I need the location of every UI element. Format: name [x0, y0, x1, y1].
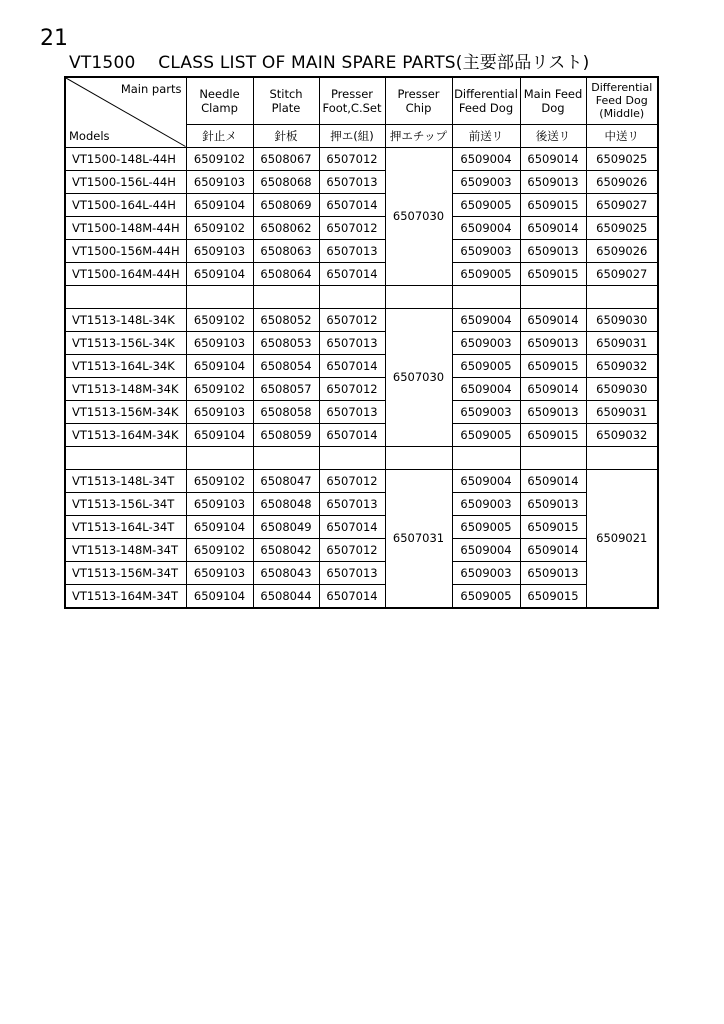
stitch-plate-cell: 6508067: [253, 147, 319, 170]
model-cell: VT1513-156M-34K: [65, 400, 186, 423]
stitch-plate-cell: 6508042: [253, 538, 319, 561]
diff-feed-dog-cell: 6509004: [452, 147, 520, 170]
diff-feed-dog-middle-cell: 6509027: [586, 193, 658, 216]
stitch-plate-cell: 6508048: [253, 492, 319, 515]
diff-feed-dog-cell: 6509003: [452, 170, 520, 193]
main-feed-dog-cell: 6509015: [520, 584, 586, 608]
table-row: [65, 538, 658, 561]
stitch-plate-cell: 6508063: [253, 239, 319, 262]
presser-chip-cell: 6507030: [385, 308, 452, 446]
diff-feed-dog-middle-cell: 6509031: [586, 331, 658, 354]
presser-foot-cell: 6507012: [319, 377, 385, 400]
presser-foot-cell: 6507013: [319, 170, 385, 193]
main-feed-dog-cell: 6509013: [520, 331, 586, 354]
main-feed-dog-cell: 6509013: [520, 239, 586, 262]
stitch-plate-cell: 6508044: [253, 584, 319, 608]
model-cell: VT1500-148L-44H: [65, 147, 186, 170]
presser-foot-cell: 6507014: [319, 515, 385, 538]
model-cell: VT1500-164M-44H: [65, 262, 186, 285]
table-row: [65, 423, 658, 446]
diff-feed-dog-middle-cell: 6509030: [586, 308, 658, 331]
model-cell: VT1513-164M-34T: [65, 584, 186, 608]
diff-feed-dog-middle-cell: 6509026: [586, 239, 658, 262]
needle-clamp-cell: 6509104: [186, 354, 253, 377]
table-row: [65, 216, 658, 239]
stitch-plate-cell: 6508043: [253, 561, 319, 584]
diff-feed-dog-middle-cell: 6509032: [586, 423, 658, 446]
diff-feed-dog-cell: 6509004: [452, 308, 520, 331]
presser-chip-cell: 6507031: [385, 469, 452, 608]
model-cell: VT1513-156M-34T: [65, 561, 186, 584]
diff-feed-dog-middle-cell: 6509021: [586, 469, 658, 608]
model-cell: VT1513-148L-34T: [65, 469, 186, 492]
table-row: [65, 331, 658, 354]
presser-foot-cell: 6507014: [319, 262, 385, 285]
diff-feed-dog-cell: 6509005: [452, 584, 520, 608]
col-presser-chip: Presser Chip: [385, 77, 452, 124]
table-row: [65, 515, 658, 538]
needle-clamp-cell: 6509102: [186, 469, 253, 492]
stitch-plate-cell: 6508052: [253, 308, 319, 331]
model-cell: VT1500-156M-44H: [65, 239, 186, 262]
col-jp-label: 前送リ: [452, 124, 520, 147]
model-cell: VT1513-164L-34T: [65, 515, 186, 538]
main-feed-dog-cell: 6509014: [520, 469, 586, 492]
diff-feed-dog-cell: 6509004: [452, 469, 520, 492]
presser-foot-cell: 6507013: [319, 331, 385, 354]
needle-clamp-cell: 6509102: [186, 216, 253, 239]
main-feed-dog-cell: 6509014: [520, 538, 586, 561]
needle-clamp-cell: 6509103: [186, 561, 253, 584]
needle-clamp-cell: 6509104: [186, 423, 253, 446]
model-cell: VT1500-148M-44H: [65, 216, 186, 239]
diff-feed-dog-cell: 6509005: [452, 262, 520, 285]
presser-foot-cell: 6507014: [319, 354, 385, 377]
needle-clamp-cell: 6509103: [186, 170, 253, 193]
presser-foot-cell: 6507013: [319, 561, 385, 584]
presser-foot-cell: 6507012: [319, 308, 385, 331]
table-row: [65, 492, 658, 515]
table-row: [65, 584, 658, 608]
model-cell: VT1513-156L-34T: [65, 492, 186, 515]
main-feed-dog-cell: 6509013: [520, 170, 586, 193]
diff-feed-dog-cell: 6509003: [452, 561, 520, 584]
stitch-plate-cell: 6508069: [253, 193, 319, 216]
stitch-plate-cell: 6508057: [253, 377, 319, 400]
main-feed-dog-cell: 6509013: [520, 561, 586, 584]
needle-clamp-cell: 6509102: [186, 147, 253, 170]
main-feed-dog-cell: 6509014: [520, 377, 586, 400]
presser-foot-cell: 6507012: [319, 538, 385, 561]
col-presser-foot: Presser Foot,C.Set: [319, 77, 385, 124]
needle-clamp-cell: 6509104: [186, 584, 253, 608]
main-feed-dog-cell: 6509014: [520, 308, 586, 331]
needle-clamp-cell: 6509102: [186, 538, 253, 561]
main-feed-dog-cell: 6509014: [520, 147, 586, 170]
col-main-feed-dog: Main Feed Dog: [520, 77, 586, 124]
diff-feed-dog-cell: 6509005: [452, 354, 520, 377]
stitch-plate-cell: 6508053: [253, 331, 319, 354]
col-stitch-plate: Stitch Plate: [253, 77, 319, 124]
diff-feed-dog-middle-cell: 6509031: [586, 400, 658, 423]
needle-clamp-cell: 6509102: [186, 377, 253, 400]
main-feed-dog-cell: 6509015: [520, 262, 586, 285]
needle-clamp-cell: 6509103: [186, 400, 253, 423]
model-cell: VT1513-148M-34K: [65, 377, 186, 400]
diff-feed-dog-cell: 6509003: [452, 239, 520, 262]
model-cell: VT1513-156L-34K: [65, 331, 186, 354]
col-diff-feed-dog: Differential Feed Dog: [452, 77, 520, 124]
presser-foot-cell: 6507012: [319, 147, 385, 170]
model-cell: VT1513-148M-34T: [65, 538, 186, 561]
model-cell: VT1513-148L-34K: [65, 308, 186, 331]
presser-foot-cell: 6507012: [319, 216, 385, 239]
main-feed-dog-cell: 6509015: [520, 515, 586, 538]
needle-clamp-cell: 6509102: [186, 308, 253, 331]
diff-feed-dog-cell: 6509003: [452, 331, 520, 354]
main-feed-dog-cell: 6509014: [520, 216, 586, 239]
table-row: [65, 308, 658, 331]
stitch-plate-cell: 6508059: [253, 423, 319, 446]
model-cell: VT1500-156L-44H: [65, 170, 186, 193]
presser-foot-cell: 6507013: [319, 239, 385, 262]
diff-feed-dog-middle-cell: 6509025: [586, 147, 658, 170]
page-number: 21: [40, 26, 68, 51]
main-feed-dog-cell: 6509015: [520, 423, 586, 446]
spacer-row: [65, 285, 658, 308]
main-feed-dog-cell: 6509013: [520, 492, 586, 515]
needle-clamp-cell: 6509104: [186, 262, 253, 285]
diff-feed-dog-cell: 6509005: [452, 193, 520, 216]
table-row: [65, 354, 658, 377]
col-jp-label: 針止メ: [186, 124, 253, 147]
stitch-plate-cell: 6508047: [253, 469, 319, 492]
col-jp-label: 押エチップ: [385, 124, 452, 147]
col-jp-label: 押エ(組): [319, 124, 385, 147]
diff-feed-dog-middle-cell: 6509032: [586, 354, 658, 377]
diff-feed-dog-cell: 6509004: [452, 216, 520, 239]
diff-feed-dog-middle-cell: 6509025: [586, 216, 658, 239]
models-label: Models: [69, 128, 110, 143]
col-jp-label: 後送リ: [520, 124, 586, 147]
presser-foot-cell: 6507014: [319, 193, 385, 216]
col-diff-feed-dog-middle: Differential Feed Dog (Middle): [586, 77, 658, 124]
stitch-plate-cell: 6508058: [253, 400, 319, 423]
main-parts-label: Main parts: [120, 82, 182, 96]
presser-foot-cell: 6507014: [319, 584, 385, 608]
stitch-plate-cell: 6508068: [253, 170, 319, 193]
presser-foot-cell: 6507012: [319, 469, 385, 492]
needle-clamp-cell: 6509103: [186, 331, 253, 354]
table-row: [65, 377, 658, 400]
col-jp-label: 針板: [253, 124, 319, 147]
table-row: [65, 561, 658, 584]
presser-foot-cell: 6507013: [319, 492, 385, 515]
diff-feed-dog-cell: 6509003: [452, 400, 520, 423]
table-row: [65, 239, 658, 262]
table-row: [65, 170, 658, 193]
diff-feed-dog-cell: 6509005: [452, 515, 520, 538]
diff-feed-dog-cell: 6509004: [452, 538, 520, 561]
diff-feed-dog-cell: 6509004: [452, 377, 520, 400]
corner-header: [65, 77, 186, 147]
model-cell: VT1500-164L-44H: [65, 193, 186, 216]
header-row-english: [65, 77, 658, 124]
spare-parts-table: [64, 76, 659, 609]
model-cell: VT1513-164M-34K: [65, 423, 186, 446]
diff-feed-dog-cell: 6509003: [452, 492, 520, 515]
stitch-plate-cell: 6508062: [253, 216, 319, 239]
table-row: [65, 469, 658, 492]
page-title: VT1500 CLASS LIST OF MAIN SPARE PARTS(主要部品リスト): [69, 53, 590, 73]
diff-feed-dog-middle-cell: 6509030: [586, 377, 658, 400]
diff-feed-dog-cell: 6509005: [452, 423, 520, 446]
presser-chip-cell: 6507030: [385, 147, 452, 285]
diff-feed-dog-middle-cell: 6509027: [586, 262, 658, 285]
table-row: [65, 193, 658, 216]
stitch-plate-cell: 6508064: [253, 262, 319, 285]
needle-clamp-cell: 6509104: [186, 193, 253, 216]
presser-foot-cell: 6507014: [319, 423, 385, 446]
main-feed-dog-cell: 6509015: [520, 354, 586, 377]
spacer-row: [65, 446, 658, 469]
col-jp-label: 中送リ: [586, 124, 658, 147]
stitch-plate-cell: 6508054: [253, 354, 319, 377]
main-feed-dog-cell: 6509013: [520, 400, 586, 423]
needle-clamp-cell: 6509103: [186, 239, 253, 262]
needle-clamp-cell: 6509104: [186, 515, 253, 538]
table-row: [65, 147, 658, 170]
model-cell: VT1513-164L-34K: [65, 354, 186, 377]
col-needle-clamp: Needle Clamp: [186, 77, 253, 124]
main-feed-dog-cell: 6509015: [520, 193, 586, 216]
presser-foot-cell: 6507013: [319, 400, 385, 423]
table-row: [65, 262, 658, 285]
diff-feed-dog-middle-cell: 6509026: [586, 170, 658, 193]
stitch-plate-cell: 6508049: [253, 515, 319, 538]
table-row: [65, 400, 658, 423]
needle-clamp-cell: 6509103: [186, 492, 253, 515]
